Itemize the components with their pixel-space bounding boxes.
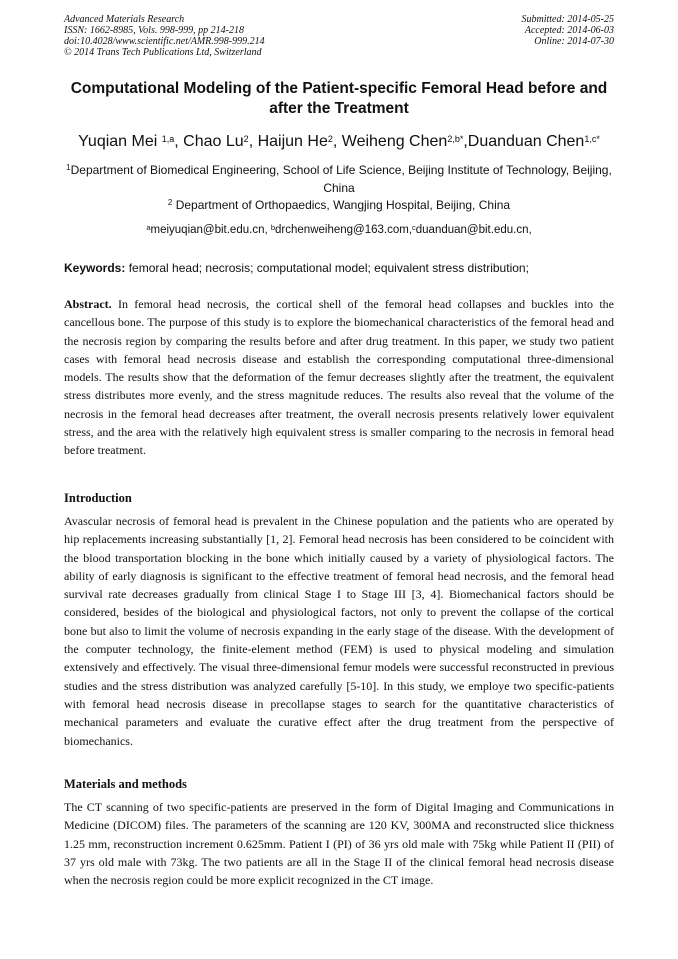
author-sup: 2 xyxy=(327,134,333,144)
author-sup: 2 xyxy=(243,134,249,144)
author-name: Weiheng Chen xyxy=(341,133,448,150)
author-separator: , xyxy=(174,133,184,150)
abstract xyxy=(64,295,614,460)
issn-line: ISSN: 1662-8985, Vols. 998-999, pp 214-218 xyxy=(64,25,244,36)
author-separator: , xyxy=(248,133,258,150)
paper-title: Computational Modeling of the Patient-specific Femoral Head before and after the Treatment xyxy=(70,80,608,117)
affiliation-text: Department of Orthopaedics, Wangjing Hospital, Beijing, China xyxy=(175,198,511,212)
author-name: Duanduan Chen xyxy=(467,133,585,150)
author-separator: , xyxy=(332,133,342,150)
affiliation-sup: 1 xyxy=(66,163,71,172)
journal-info xyxy=(64,14,384,58)
doi-line: doi:10.4028/www.scientific.net/AMR.998-999.214 xyxy=(64,36,265,47)
keywords xyxy=(64,260,616,276)
materials-heading: Materials and methods xyxy=(64,777,187,791)
author-name: Chao Lu xyxy=(183,133,244,150)
email-list xyxy=(64,222,614,238)
affiliation-sup: 2 xyxy=(167,198,173,207)
introduction-heading: Introduction xyxy=(64,491,132,505)
author-separator: , xyxy=(463,133,468,150)
affiliation-text: Department of Biomedical Engineering, School of Life Science, Beijing Institute of Technology, Beijing, China xyxy=(70,163,612,195)
online-date: Online: 2014-07-30 xyxy=(534,36,614,47)
affiliation-1 xyxy=(64,161,614,197)
submitted-date: Submitted: 2014-05-25 xyxy=(521,14,614,25)
author-name: Yuqian Mei xyxy=(78,133,158,150)
email-sup: a xyxy=(146,223,151,232)
keywords-label: Keywords: xyxy=(64,261,126,275)
abstract-label: Abstract. xyxy=(64,297,112,311)
author-sup: 2,b* xyxy=(447,134,464,144)
email-b[interactable]: drchenweiheng@163.com, xyxy=(275,224,413,236)
author-list xyxy=(40,132,638,152)
email-sup: c xyxy=(412,223,416,232)
dates-info xyxy=(394,14,614,47)
author-name: Haijun He xyxy=(257,133,328,150)
author-sup: 1,a xyxy=(161,134,175,144)
email-sup: b xyxy=(270,223,276,232)
email-a[interactable]: meiyuqian@bit.edu.cn, xyxy=(150,224,271,236)
keywords-text: femoral head; necrosis; computational model; equivalent stress distribution; xyxy=(128,261,529,275)
accepted-date: Accepted: 2014-06-03 xyxy=(524,25,614,36)
journal-name: Advanced Materials Research xyxy=(64,14,185,25)
abstract-text: In femoral head necrosis, the cortical shell of the femoral head collapses and buckles into the cancellous bone. The purpose of this study is to explore the biomechanical characteristics of the femoral head and the necrosis region by comparing the results before and after drug treatment. In this paper, we study two patient cases with femoral head necrosis disease and establish the corresponding computational three-dimensional models. The results show that the deformation of the femur decreases slightly after the treatment, the equivalent stress distributes more evenly, and the stress magnitude reduces. The results also reveal that the volume of the necrosis in the femoral head decreases after treatment, the overall necrosis presents relatively lower equivalent stress, and the area with the relatively high equivalent stress is smaller comparing to the necrosis in femoral head before treatment. xyxy=(64,297,614,458)
affiliation-2 xyxy=(64,196,614,214)
introduction-text: Avascular necrosis of femoral head is prevalent in the Chinese population and the patients who are operated by hip replacements increasing substantially [1, 2]. Femoral head necrosis has been considered to be coincident with the blood transportation blocking in the bone which initially caused by a variety of physiological factors. The ability of early diagnosis is significant to the effective treatment of femoral head necrosis, and the femoral head survival rate decreases gradually from clinical Stage I to Stage III [3, 4]. Biomechanical factors should be considered, besides of the biological and physiological factors, not only to prevent the collapse of the cortical bone but also to limit the volume of necrosis expanding in the early stage of the disease. With the development of the computer technology, the finite-element method (FEM) is used to physical modeling and simulation extensively and effectively. The visual three-dimensional femur models were successful reconstructed in previous studies and the stress distribution was analyzed carefully [5-10]. In this study, we employe two specific-patients with femoral head necrosis disease in precollapse stages to search for the quantitative characteristics of mechanical parameters and evaluate the curative effect after the drug treatment from the perspective of biomechanics. xyxy=(64,514,614,748)
materials-text: The CT scanning of two specific-patients are preserved in the form of Digital Imaging and Communications in Medicine (DICOM) files. The parameters of the scanning are 120 KV, 300MA and reconstructed slice thickness 1.25 mm, reconstruction increment 0.625mm. Patient I (PI) of 36 yrs old male with 75kg while Patient II (PII) of 37 yrs old male with 73kg. The two patients are all in the Stage II of the clinical femoral head necrosis disease when the necrosis region could be more explicit recognized in the CT image. xyxy=(64,800,614,888)
copyright-line: © 2014 Trans Tech Publications Ltd, Switzerland xyxy=(64,47,262,58)
email-c[interactable]: duanduan@bit.edu.cn, xyxy=(415,224,532,236)
author-sup: 1,c* xyxy=(584,134,600,144)
